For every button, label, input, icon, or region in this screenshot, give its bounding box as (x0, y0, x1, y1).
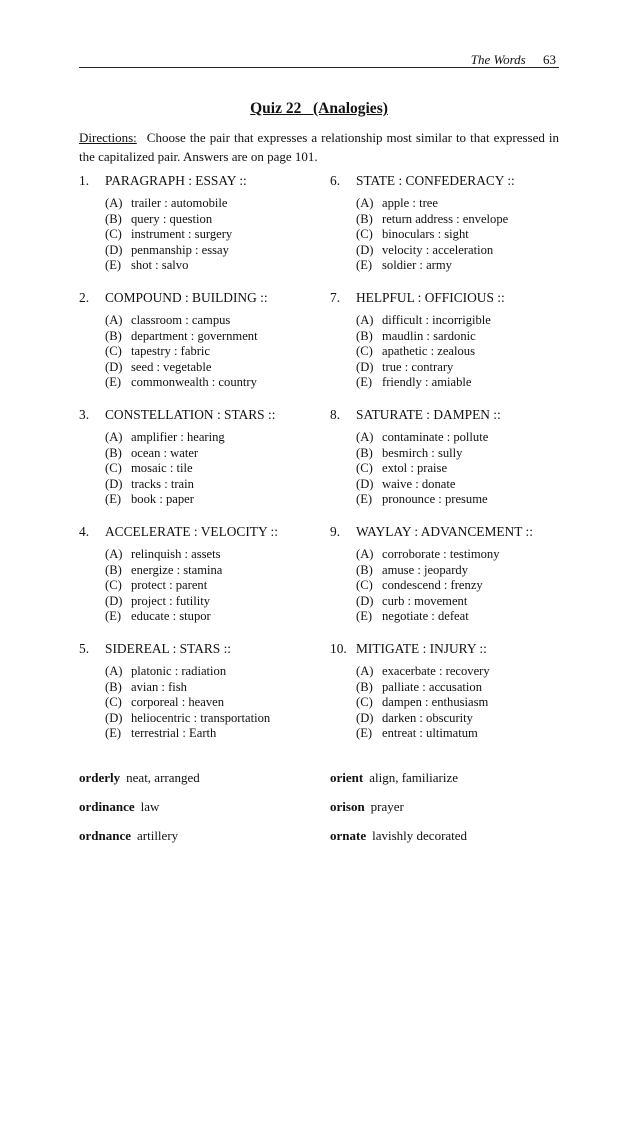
vocab-definition: align, familiarize (369, 770, 459, 785)
running-title: The Words (470, 52, 526, 67)
question-stem: MITIGATE : INJURY :: (356, 641, 487, 656)
directions-label: Directions: (79, 130, 137, 145)
question-number: 3. (79, 407, 90, 422)
option-e[interactable]: (E) terrestrial : Earth (105, 726, 217, 741)
question-stem: SATURATE : DAMPEN :: (356, 407, 501, 422)
vocab-word: ordinance (79, 799, 135, 814)
vocab-definition: neat, arranged (126, 770, 200, 785)
option-d[interactable]: (D) darken : obscurity (356, 710, 473, 725)
option-c[interactable]: (C) tapestry : fabric (105, 344, 211, 359)
header-rule (79, 67, 559, 68)
option-c[interactable]: (C) binoculars : sight (356, 227, 469, 242)
option-c[interactable]: (C) instrument : surgery (105, 227, 233, 242)
quiz-title: Quiz 22 (Analogies) (250, 100, 388, 117)
question-3 (79, 406, 329, 523)
option-a[interactable]: (A) amplifier : hearing (105, 430, 225, 444)
option-b[interactable]: (B) return address : envelope (356, 211, 509, 226)
question-number: 2. (79, 290, 90, 305)
option-a[interactable]: (A) exacerbate : recovery (356, 664, 490, 678)
vocab-entry (79, 799, 159, 815)
option-b[interactable]: (B) amuse : jeopardy (356, 562, 469, 577)
vocab-definition: law (140, 799, 160, 814)
questions-left-column (79, 172, 329, 757)
option-a[interactable]: (A) classroom : campus (105, 313, 231, 327)
vocab-definition: prayer (370, 799, 404, 814)
vocab-entry (330, 828, 467, 844)
option-a[interactable]: (A) corroborate : testimony (356, 547, 500, 561)
question-stem: HELPFUL : OFFICIOUS :: (356, 290, 505, 305)
question-9 (330, 523, 570, 640)
question-number: 10. (330, 641, 347, 656)
option-e[interactable]: (E) commonwealth : country (105, 375, 257, 390)
question-stem: PARAGRAPH : ESSAY :: (105, 173, 247, 188)
vocab-entry (79, 828, 178, 844)
question-stem: SIDEREAL : STARS :: (105, 641, 232, 656)
option-d[interactable]: (D) tracks : train (105, 476, 194, 491)
question-number: 4. (79, 524, 90, 539)
question-stem: CONSTELLATION : STARS :: (105, 407, 276, 422)
question-5 (79, 640, 329, 757)
question-7 (330, 289, 570, 406)
option-b[interactable]: (B) avian : fish (105, 679, 187, 694)
vocab-entry (330, 770, 458, 786)
vocab-definition: lavishly decorated (372, 828, 468, 843)
option-c[interactable]: (C) dampen : enthusiasm (356, 695, 489, 710)
question-stem: WAYLAY : ADVANCEMENT :: (356, 524, 533, 539)
option-d[interactable]: (D) seed : vegetable (105, 359, 212, 374)
vocab-word: orient (330, 770, 364, 785)
question-stem: COMPOUND : BUILDING :: (105, 290, 268, 305)
vocab-definition: artillery (137, 828, 179, 843)
vocab-row (79, 828, 559, 857)
question-number: 9. (330, 524, 341, 539)
vocab-word: ornate (330, 828, 367, 843)
option-c[interactable]: (C) condescend : frenzy (356, 578, 483, 593)
questions-right-column (330, 172, 570, 757)
option-e[interactable]: (E) shot : salvo (105, 258, 189, 273)
question-4 (79, 523, 329, 640)
option-b[interactable]: (B) query : question (105, 211, 213, 226)
vocab-row (79, 799, 559, 828)
question-8 (330, 406, 570, 523)
question-number: 6. (330, 173, 341, 188)
vocabulary-list (79, 770, 559, 857)
option-d[interactable]: (D) waive : donate (356, 476, 456, 491)
option-e[interactable]: (E) book : paper (105, 492, 194, 507)
vocab-entry (330, 799, 404, 815)
option-e[interactable]: (E) negotiate : defeat (356, 609, 469, 624)
option-b[interactable]: (B) ocean : water (105, 445, 199, 460)
option-a[interactable]: (A) platonic : radiation (105, 664, 227, 678)
question-stem: STATE : CONFEDERACY :: (356, 173, 515, 188)
question-stem: ACCELERATE : VELOCITY :: (105, 524, 278, 539)
directions-text: Choose the pair that expresses a relationship most similar to that expressed in the capitalized pair. Answers are on page 101. (79, 130, 559, 164)
page-header (471, 52, 556, 68)
question-1 (79, 172, 329, 289)
vocab-word: orderly (79, 770, 121, 785)
question-10 (330, 640, 570, 757)
option-b[interactable]: (B) maudlin : sardonic (356, 328, 476, 343)
option-b[interactable]: (B) energize : stamina (105, 562, 223, 577)
directions (79, 128, 559, 166)
option-a[interactable]: (A) contaminate : pollute (356, 430, 489, 444)
option-a[interactable]: (A) trailer : automobile (105, 196, 228, 210)
question-number: 8. (330, 407, 341, 422)
option-d[interactable]: (D) heliocentric : transportation (105, 710, 271, 725)
option-b[interactable]: (B) palliate : accusation (356, 679, 483, 694)
vocab-row (79, 770, 559, 799)
vocab-entry (79, 770, 200, 786)
question-6 (330, 172, 570, 289)
option-e[interactable]: (E) pronounce : presume (356, 492, 488, 507)
option-c[interactable]: (C) protect : parent (105, 578, 208, 593)
question-number: 5. (79, 641, 90, 656)
option-b[interactable]: (B) besmirch : sully (356, 445, 463, 460)
page-number: 63 (543, 52, 556, 67)
option-b[interactable]: (B) department : government (105, 328, 258, 343)
option-a[interactable]: (A) relinquish : assets (105, 547, 221, 561)
option-e[interactable]: (E) soldier : army (356, 258, 452, 273)
option-d[interactable]: (D) penmanship : essay (105, 242, 229, 257)
option-c[interactable]: (C) apathetic : zealous (356, 344, 476, 359)
option-e[interactable]: (E) entreat : ultimatum (356, 726, 478, 741)
question-2 (79, 289, 329, 406)
option-d[interactable]: (D) velocity : acceleration (356, 242, 494, 257)
option-a[interactable]: (A) difficult : incorrigible (356, 313, 491, 327)
option-a[interactable]: (A) apple : tree (356, 196, 438, 210)
option-e[interactable]: (E) friendly : amiable (356, 375, 472, 390)
option-d[interactable]: (D) true : contrary (356, 359, 454, 374)
option-d[interactable]: (D) project : futility (105, 593, 211, 608)
question-number: 1. (79, 173, 90, 188)
vocab-word: orison (330, 799, 365, 814)
option-d[interactable]: (D) curb : movement (356, 593, 468, 608)
question-number: 7. (330, 290, 341, 305)
option-c[interactable]: (C) extol : praise (356, 461, 448, 476)
vocab-word: ordnance (79, 828, 131, 843)
option-e[interactable]: (E) educate : stupor (105, 609, 211, 624)
option-c[interactable]: (C) corporeal : heaven (105, 695, 225, 710)
option-c[interactable]: (C) mosaic : tile (105, 461, 193, 476)
